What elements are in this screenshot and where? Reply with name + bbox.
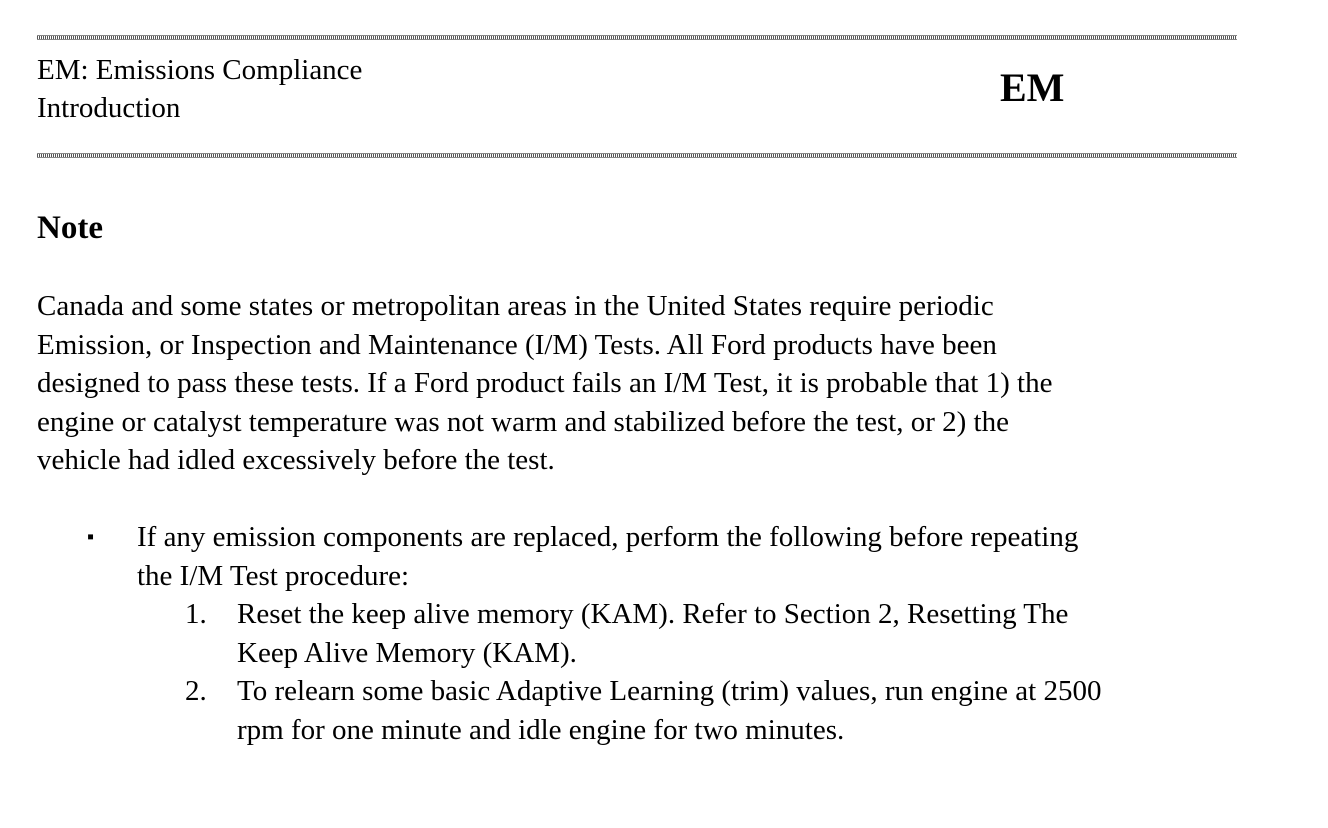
bullet-item — [137, 518, 1078, 595]
note-heading: Note — [37, 210, 103, 246]
step-line: Keep Alive Memory (KAM). — [237, 636, 577, 669]
note-paragraph — [37, 287, 1267, 480]
step-number: 2. — [185, 675, 207, 707]
section-code: EM — [1000, 65, 1065, 110]
paragraph-line: vehicle had idled excessively before the test. — [37, 444, 555, 477]
bullet-marker: ▪ — [87, 526, 95, 548]
header-title-line: EM: Emissions Compliance — [37, 54, 363, 86]
bullet-line: If any emission components are replaced, perform the following before repeating — [137, 521, 1079, 553]
paragraph-line: engine or catalyst temperature was not warm and stabilized before the test, or 2) the — [37, 405, 1009, 438]
header-top-rule — [37, 35, 1237, 40]
paragraph-line: Canada and some states or metropolitan areas in the United States require periodic — [37, 290, 994, 322]
step-line: rpm for one minute and idle engine for two minutes. — [237, 713, 845, 746]
paragraph-line: Emission, or Inspection and Maintenance (I/M) Tests. All Ford products have been — [37, 328, 997, 361]
header-bottom-rule — [37, 153, 1237, 158]
step-line: To relearn some basic Adaptive Learning (trim) values, run engine at 2500 — [237, 675, 1102, 707]
step-number: 1. — [185, 598, 207, 630]
bullet-line: the I/M Test procedure: — [137, 559, 410, 592]
paragraph-line: designed to pass these tests. If a Ford product fails an I/M Test, it is probable that 1) the — [37, 367, 1053, 400]
header-subtitle-line: Introduction — [37, 92, 181, 124]
header-title — [37, 51, 362, 127]
step-line: Reset the keep alive memory (KAM). Refer to Section 2, Resetting The — [237, 598, 1069, 630]
step-text — [237, 672, 1101, 749]
step-text — [237, 595, 1068, 672]
